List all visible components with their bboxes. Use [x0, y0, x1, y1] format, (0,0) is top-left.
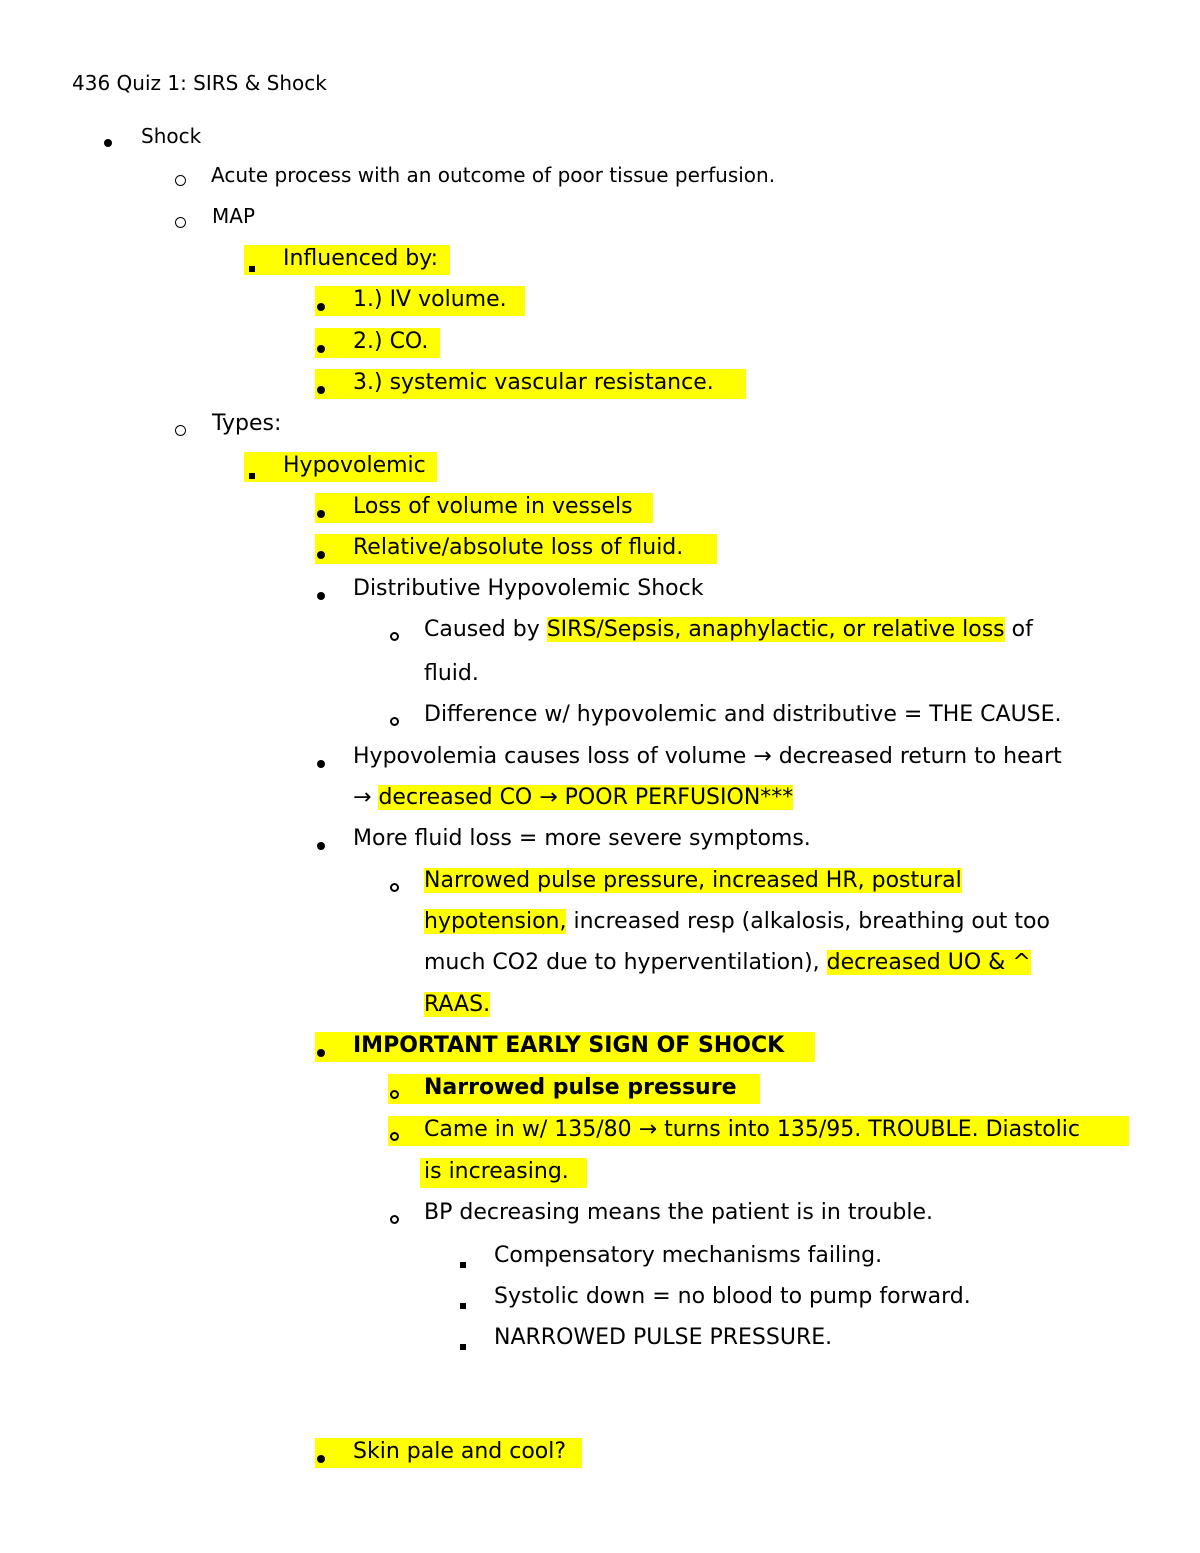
list-item-caused-by [424, 615, 1033, 645]
list-item-caused-by-cont: fluid. [424, 661, 479, 686]
bullet-circle-icon [390, 877, 399, 896]
list-item-hypovolemia-cont [353, 783, 793, 813]
list-item-loss-volume: Loss of volume in vessels [353, 494, 633, 519]
list-item-co: 2.) CO. [353, 329, 429, 354]
bullet-dot-icon [317, 1448, 325, 1467]
bullet-circle-icon [175, 421, 186, 440]
resp-text: increased resp (alkalosis, breathing out too [566, 909, 1050, 934]
bullet-dot-icon [317, 1042, 325, 1061]
bullet-dot-icon [104, 132, 112, 151]
list-item-narrowed-caps: NARROWED PULSE PRESSURE. [494, 1325, 833, 1350]
bullet-square-icon [460, 1253, 466, 1272]
list-item-skin: Skin pale and cool? [353, 1439, 567, 1464]
bullet-circle-icon [390, 711, 399, 730]
bullet-dot-icon [317, 835, 325, 854]
list-item-narrowed-pp: Narrowed pulse pressure [424, 1075, 737, 1100]
bullet-circle-icon [390, 1209, 399, 1228]
list-item-came-in: Came in w/ 135/80 → turns into 135/95. TROUBLE. Diastolic [424, 1117, 1080, 1142]
arrow-text: → [353, 785, 379, 810]
bullet-dot-icon [317, 585, 325, 604]
bullet-square-icon [249, 257, 255, 276]
bullet-square-icon [460, 1294, 466, 1313]
list-item-narrowed-3 [424, 948, 1031, 978]
document-title: 436 Quiz 1: SIRS & Shock [72, 71, 327, 95]
list-item-came-in-cont: is increasing. [424, 1159, 569, 1184]
bullet-circle-icon [390, 1126, 399, 1145]
hypotension-highlight: hypotension, [424, 909, 567, 934]
co2-text: much CO2 due to hyperventilation), [424, 950, 827, 975]
bullet-square-icon [460, 1335, 466, 1354]
bullet-circle-icon [175, 171, 186, 190]
list-item-hypovolemic: Hypovolemic [283, 453, 426, 478]
list-item-compensatory: Compensatory mechanisms failing. [494, 1243, 883, 1268]
list-item-more-fluid: More fluid loss = more severe symptoms. [353, 826, 811, 851]
narrowed-highlight: Narrowed pulse pressure, increased HR, postural [424, 868, 962, 893]
bullet-dot-icon [317, 753, 325, 772]
bullet-dot-icon [317, 296, 325, 315]
bullet-dot-icon [317, 503, 325, 522]
list-item-iv-volume: 1.) IV volume. [353, 287, 507, 312]
list-item-bp-decreasing: BP decreasing means the patient is in trouble. [424, 1200, 934, 1225]
bullet-circle-icon [175, 213, 186, 232]
list-item-types: Types: [212, 411, 282, 436]
bullet-dot-icon [317, 544, 325, 563]
poor-perfusion-highlight: decreased CO → POOR PERFUSION*** [378, 785, 794, 810]
uo-highlight: decreased UO & ^ [826, 950, 1031, 975]
list-item-relative-loss: Relative/absolute loss of fluid. [353, 535, 684, 560]
list-item-svr: 3.) systemic vascular resistance. [353, 370, 714, 395]
list-item-distributive: Distributive Hypovolemic Shock [353, 576, 704, 601]
list-item-narrowed [424, 866, 962, 896]
bullet-circle-icon [390, 1084, 399, 1103]
caused-by-text: Caused by [424, 617, 547, 642]
list-item-narrowed-2 [424, 907, 1050, 937]
list-item-narrowed-4 [424, 990, 490, 1020]
list-item-important: IMPORTANT EARLY SIGN OF SHOCK [353, 1033, 785, 1058]
list-item-difference: Difference w/ hypovolemic and distributive = THE CAUSE. [424, 702, 1062, 727]
bullet-square-icon [249, 464, 255, 483]
list-item-systolic: Systolic down = no blood to pump forward. [494, 1284, 971, 1309]
list-item-acute: Acute process with an outcome of poor tissue perfusion. [211, 163, 776, 187]
bullet-dot-icon [317, 379, 325, 398]
raas-highlight: RAAS. [424, 992, 491, 1017]
bullet-circle-icon [390, 626, 399, 645]
list-item-map: MAP [212, 204, 255, 228]
caused-by-highlight: SIRS/Sepsis, anaphylactic, or relative loss [546, 617, 1005, 642]
caused-by-of: of [1004, 617, 1033, 642]
bullet-dot-icon [317, 338, 325, 357]
list-item-hypovolemia: Hypovolemia causes loss of volume → decreased return to heart [353, 744, 1062, 769]
list-item-shock: Shock [141, 124, 202, 148]
list-item-influenced: Influenced by: [283, 246, 439, 271]
